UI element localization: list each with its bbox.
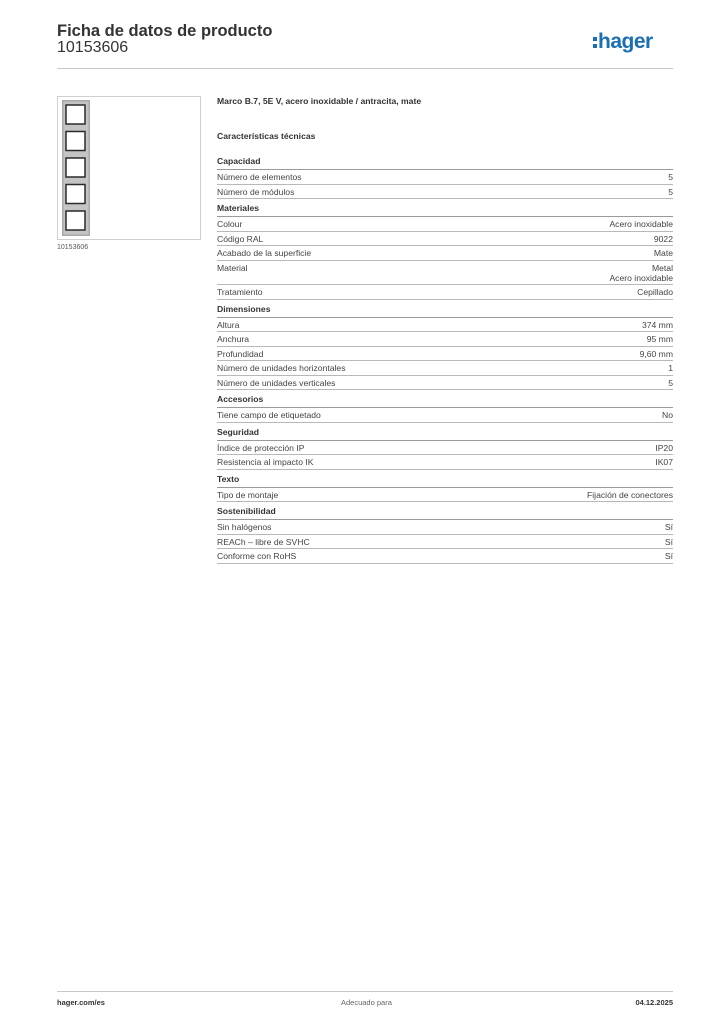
spec-row <box>217 232 673 247</box>
spec-value: 374 mm <box>641 319 673 330</box>
section-title: Seguridad <box>217 427 673 441</box>
product-title: Marco B.7, 5E V, acero inoxidable / antracita, mate <box>217 96 422 106</box>
section-title: Sostenibilidad <box>217 506 673 520</box>
spec-row <box>217 318 673 333</box>
spec-value: 5 <box>668 377 673 388</box>
spec-section <box>217 203 673 300</box>
hager-logo <box>593 28 673 54</box>
technical-heading: Características técnicas <box>217 131 316 141</box>
spec-value: Fijación de conectores <box>587 489 673 500</box>
spec-row <box>217 520 673 535</box>
spec-label: Número de unidades verticales <box>217 377 336 388</box>
spec-row <box>217 376 673 391</box>
spec-label: Sin halógenos <box>217 522 272 532</box>
image-caption: 10153606 <box>57 244 89 251</box>
spec-label: Colour <box>217 219 243 229</box>
spec-label: Altura <box>217 319 240 330</box>
spec-value: Metal Acero inoxidable <box>609 262 673 283</box>
section-title: Dimensiones <box>217 304 673 318</box>
spec-label: Conforme con RoHS <box>217 551 297 561</box>
spec-label: Acabado de la superficie <box>217 248 312 258</box>
spec-row <box>217 185 673 200</box>
spec-section <box>217 394 673 423</box>
section-title: Accesorios <box>217 394 673 408</box>
spec-row <box>217 261 673 286</box>
section-title: Capacidad <box>217 156 673 170</box>
spec-section <box>217 506 673 564</box>
spec-section <box>217 156 673 199</box>
spec-label: REACh – libre de SVHC <box>217 536 310 547</box>
footer-suitable-for: Adecuado para <box>341 998 392 1007</box>
spec-label: Tiene campo de etiquetado <box>217 410 321 420</box>
spec-row <box>217 347 673 362</box>
spec-row <box>217 535 673 550</box>
spec-section <box>217 427 673 470</box>
spec-value: Acero inoxidable <box>609 219 673 229</box>
spec-value: IP20 <box>655 442 673 453</box>
spec-row <box>217 361 673 376</box>
spec-row <box>217 441 673 456</box>
spec-label: Material <box>217 262 248 273</box>
spec-row <box>217 285 673 300</box>
footer-divider <box>57 991 673 992</box>
product-code: 10153606 <box>57 39 129 56</box>
spec-value: 1 <box>668 363 673 373</box>
spec-label: Resistencia al impacto IK <box>217 457 314 467</box>
spec-row <box>217 408 673 423</box>
footer-website: hager.com/es <box>57 998 105 1007</box>
spec-label: Código RAL <box>217 233 264 244</box>
spec-value: Sí <box>664 522 673 532</box>
spec-sections <box>217 156 673 564</box>
spec-row <box>217 549 673 564</box>
spec-row <box>217 246 673 261</box>
header-divider <box>57 68 673 69</box>
spec-value: Sí <box>664 536 673 547</box>
spec-value: 9,60 mm <box>639 348 673 359</box>
spec-content <box>217 96 673 568</box>
spec-label: Número de elementos <box>217 172 302 182</box>
spec-value: 9022 <box>653 233 673 244</box>
brand-wordmark: hager <box>598 30 653 53</box>
spec-label: Número de unidades horizontales <box>217 363 346 373</box>
spec-section <box>217 304 673 391</box>
spec-row <box>217 488 673 503</box>
spec-value: Mate <box>653 248 673 258</box>
spec-label: Tratamiento <box>217 287 263 297</box>
spec-label: Número de módulos <box>217 186 295 197</box>
spec-value: 5 <box>668 186 673 197</box>
spec-row <box>217 217 673 232</box>
spec-row <box>217 332 673 347</box>
spec-label: Anchura <box>217 334 250 344</box>
footer-date: 04.12.2025 <box>635 998 673 1007</box>
spec-value: 5 <box>668 172 673 182</box>
spec-value: IK07 <box>655 457 673 467</box>
spec-label: Profundidad <box>217 348 264 359</box>
page-title: Ficha de datos de producto <box>57 22 273 40</box>
spec-value: No <box>662 410 673 420</box>
spec-label: Tipo de montaje <box>217 489 279 500</box>
spec-value: Cepillado <box>637 287 673 297</box>
spec-value: 95 mm <box>646 334 673 344</box>
spec-row <box>217 455 673 470</box>
spec-value: Sí <box>664 551 673 561</box>
spec-row <box>217 170 673 185</box>
section-title: Materiales <box>217 203 673 217</box>
product-image <box>57 96 201 240</box>
spec-section <box>217 474 673 503</box>
spec-label: Índice de protección IP <box>217 442 305 453</box>
section-title: Texto <box>217 474 673 488</box>
